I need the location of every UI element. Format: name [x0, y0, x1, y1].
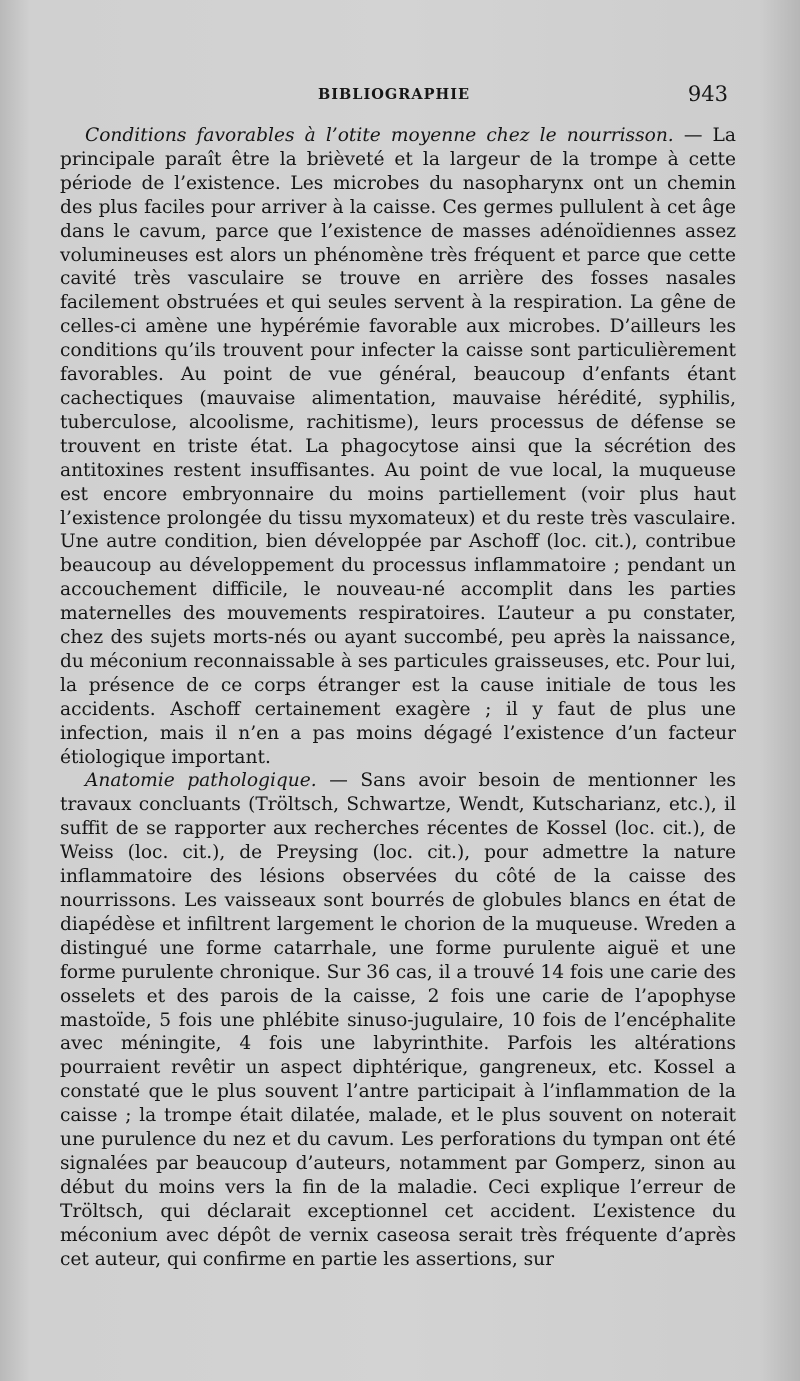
running-header [60, 82, 736, 112]
running-title: BIBLIOGRAPHIE [318, 86, 471, 103]
paragraph-heading: Anatomie pathologique. [85, 770, 317, 792]
paragraph-anatomie [60, 769, 736, 1271]
paragraph-heading: Conditions favorables à l’otite moyenne chez le nourrisson. [85, 125, 674, 146]
paragraph-text: — La principale paraît être la brièveté et la largeur de la trompe à cette période de l’existence. Les microbes du nasopharynx ont un chemin des plus faciles pour arriver à la caisse. Ces germes pullulent à cet âge dans le cavum, parce que l’existence de masses adénoïdiennes assez volumineuses est alors un phénomène très fréquent et parce que cette cavité très vasculaire se trouve en arrière des fosses nasales facilement obstruées et qui seules servent à la respiration. La gêne de celles-ci amène une hypérémie favorable aux microbes. D’ailleurs les conditions qu’ils trouvent pour infecter la caisse sont particulièrement favorables. Au point de vue général, beaucoup d’enfants étant cachectiques (mauvaise alimentation, mauvaise hérédité, syphilis, tuberculose, alcoolisme, rachitisme), leurs processus de défense se trouvent en triste état. La phagocytose ainsi que la sécrétion des antitoxines restent insuffisantes. Au point de vue local, la muqueuse est encore embryonnaire du moins partiellement (voir plus haut l’existence prolongée du tissu myxomateux) et du reste très vasculaire. Une autre condition, bien développée par Aschoff (loc. cit.), contribue beaucoup au développement du processus inflammatoire ; pendant un accouchement difficile, le nouveau-né accomplit dans les parties maternelles des mouvements respiratoires. L’auteur a pu constater, chez des sujets morts-nés ou ayant succombé, peu après la naissance, du méconium reconnaissable à ses particules graisseuses, etc. Pour lui, la présence de ce corps étranger est la cause initiale de tous les accidents. Aschoff certainement exagère ; il y faut de plus une infection, mais il n’en a pas moins dégagé l’existence d’un facteur étiologique important. [60, 125, 736, 768]
paragraph-text: — Sans avoir besoin de mentionner les travaux concluants (Tröltsch, Schwartze, Wendt, Kutscharianz, etc.), il suffit de se rapporter aux recherches récentes de Kossel (loc. cit.), de Weiss (loc. cit.), de Preysing (loc. cit.), pour admettre la nature inflammatoire des lésions observées du côté de la caisse des nourrissons. Les vaisseaux sont bourrés de globules blancs en état de diapédèse et infiltrent largement le chorion de la muqueuse. Wreden a distingué une forme catarrhale, une forme purulente aiguë et une forme purulente chronique. Sur 36 cas, il a trouvé 14 fois une carie des osselets et des parois de la caisse, 2 fois une carie de l’apophyse mastoïde, 5 fois une phlébite sinuso-jugulaire, 10 fois de l’encéphalite avec méningite, 4 fois une labyrinthite. Parfois les altérations pourraient revêtir un aspect diphtérique, gangreneux, etc. Kossel a constaté que le plus souvent l’antre participait à l’inflammation de la caisse ; la trompe était dilatée, malade, et le plus souvent on noterait une purulence du nez et du cavum. Les perforations du tympan ont été signalées par beaucoup d’auteurs, notamment par Gomperz, sinon au début du moins vers la fin de la maladie. Ceci explique l’erreur de Tröltsch, qui déclarait exceptionnel cet accident. L’existence du méconium avec dépôt de vernix caseosa serait très fréquente d’après cet auteur, qui confirme en partie les assertions, sur [60, 770, 736, 1270]
paragraph-conditions [60, 124, 736, 769]
page-number: 943 [687, 82, 728, 106]
body-text [60, 124, 736, 1272]
